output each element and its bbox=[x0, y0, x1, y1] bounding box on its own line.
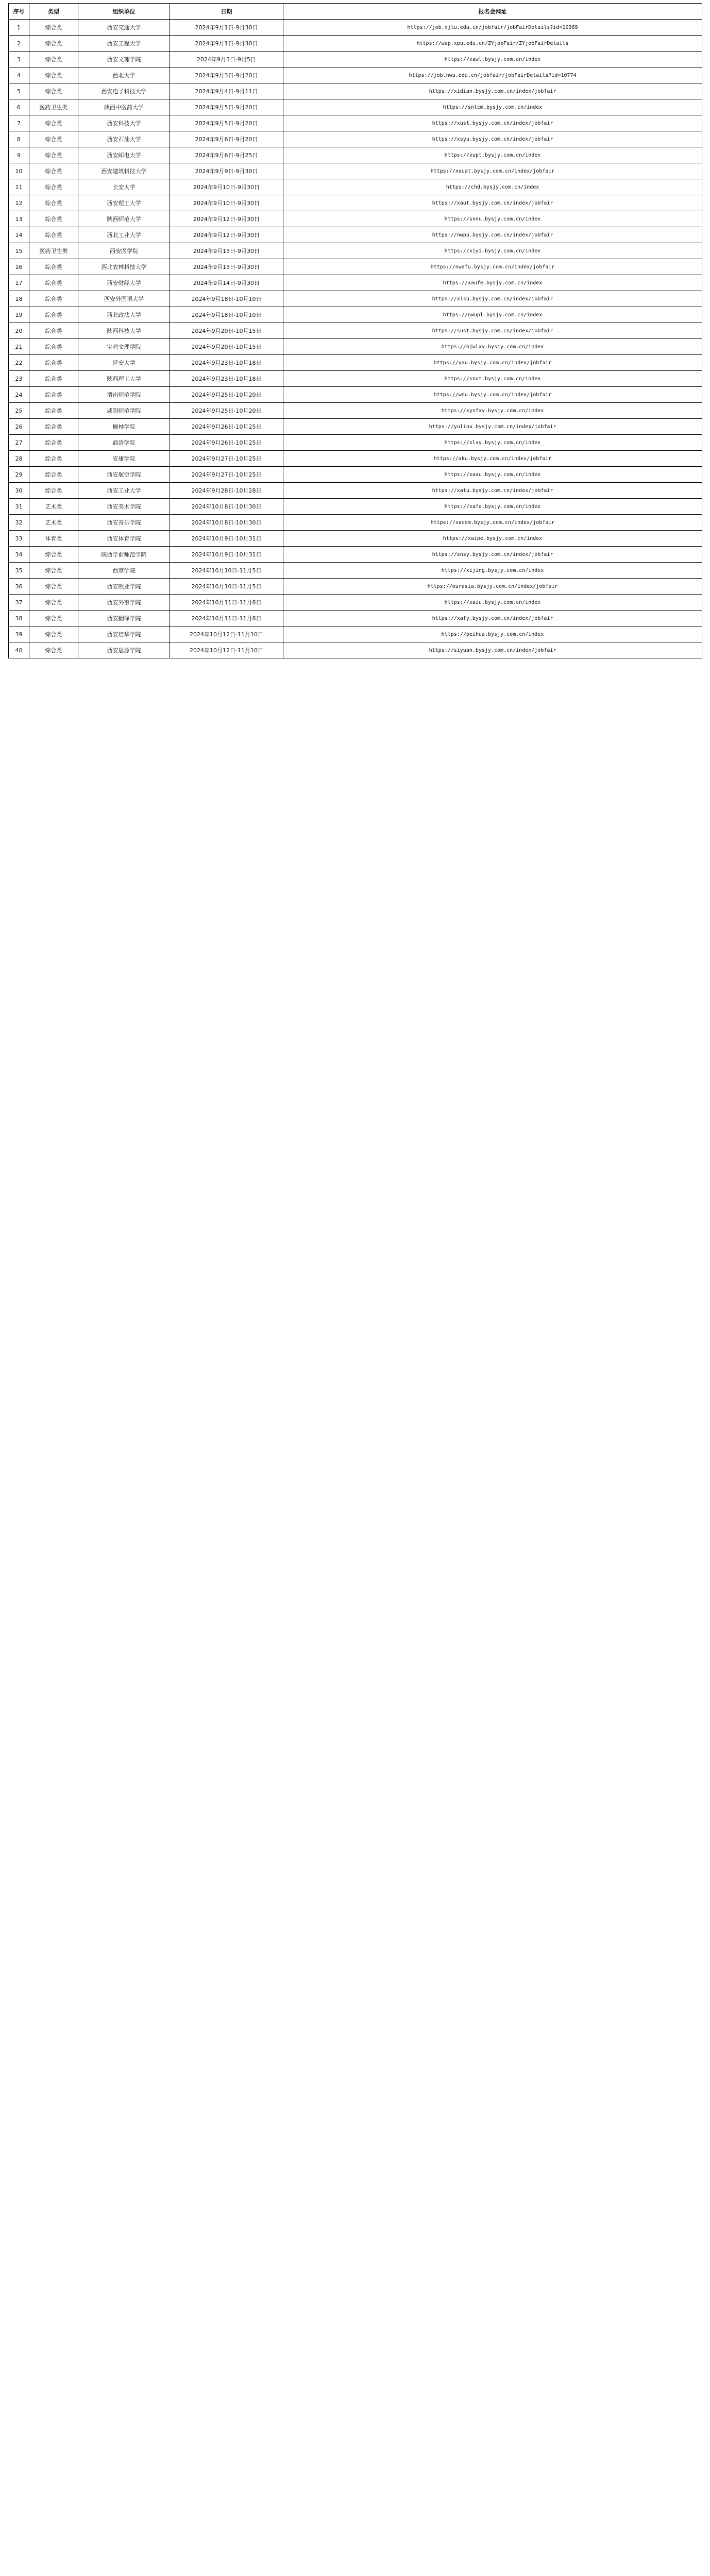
cell-no: 6 bbox=[9, 99, 29, 115]
table-row bbox=[9, 355, 702, 371]
cell-time: 2024年9月12日-9月30日 bbox=[170, 227, 283, 243]
cell-url[interactable]: https://xauat.bysjy.com.cn/index/jobfair bbox=[283, 163, 702, 179]
cell-url[interactable]: https://xijing.bysjy.com.cn/index bbox=[283, 563, 702, 579]
cell-time: 2024年9月20日-10月15日 bbox=[170, 339, 283, 355]
cell-time: 2024年9月28日-10月28日 bbox=[170, 483, 283, 499]
cell-url[interactable]: https://slxy.bysjy.com.cn/index bbox=[283, 435, 702, 451]
cell-org: 榆林学院 bbox=[78, 419, 170, 435]
table-row bbox=[9, 20, 702, 36]
cell-no: 33 bbox=[9, 531, 29, 547]
cell-time: 2024年9月14日-9月30日 bbox=[170, 275, 283, 291]
cell-no: 19 bbox=[9, 307, 29, 323]
cell-time: 2024年9月6日-9月20日 bbox=[170, 131, 283, 147]
cell-org: 陕西学前师范学院 bbox=[78, 547, 170, 563]
cell-url[interactable]: https://xsyu.bysjy.com.cn/index/jobfair bbox=[283, 131, 702, 147]
cell-time: 2024年9月9日-9月30日 bbox=[170, 163, 283, 179]
cell-time: 2024年9月18日-10月10日 bbox=[170, 291, 283, 307]
cell-org: 西安体育学院 bbox=[78, 531, 170, 547]
table-row bbox=[9, 259, 702, 275]
cell-no: 22 bbox=[9, 355, 29, 371]
cell-type: 综合类 bbox=[29, 435, 78, 451]
cell-time: 2024年9月13日-9月30日 bbox=[170, 243, 283, 259]
table-row bbox=[9, 99, 702, 115]
cell-no: 12 bbox=[9, 195, 29, 211]
cell-org: 西安交通大学 bbox=[78, 20, 170, 36]
cell-time: 2024年9月18日-10月10日 bbox=[170, 307, 283, 323]
table-row bbox=[9, 131, 702, 147]
cell-type: 综合类 bbox=[29, 611, 78, 626]
table-row bbox=[9, 563, 702, 579]
cell-org: 西安理工大学 bbox=[78, 195, 170, 211]
cell-no: 36 bbox=[9, 579, 29, 595]
cell-url[interactable]: https://xaiu.bysjy.com.cn/index bbox=[283, 595, 702, 611]
cell-no: 21 bbox=[9, 339, 29, 355]
cell-time: 2024年9月13日-9月30日 bbox=[170, 259, 283, 275]
cell-time: 2024年9月27日-10月25日 bbox=[170, 451, 283, 467]
cell-no: 8 bbox=[9, 131, 29, 147]
table-row bbox=[9, 52, 702, 67]
cell-url[interactable]: https://xatu.bysjy.com.cn/index/jobfair bbox=[283, 483, 702, 499]
cell-org: 西安石油大学 bbox=[78, 131, 170, 147]
cell-time: 2024年9月26日-10月25日 bbox=[170, 435, 283, 451]
table-row bbox=[9, 83, 702, 99]
cell-time: 2024年10月9日-10月31日 bbox=[170, 547, 283, 563]
cell-org: 西安音乐学院 bbox=[78, 515, 170, 531]
cell-org: 陕西师范大学 bbox=[78, 211, 170, 227]
cell-type: 综合类 bbox=[29, 547, 78, 563]
cell-time: 2024年9月5日-9月20日 bbox=[170, 115, 283, 131]
table-row bbox=[9, 371, 702, 387]
cell-url[interactable]: https://xupt.bysjy.com.cn/index bbox=[283, 147, 702, 163]
cell-no: 31 bbox=[9, 499, 29, 515]
cell-url[interactable]: https://yau.bysjy.com.cn/index/jobfair bbox=[283, 355, 702, 371]
table-row bbox=[9, 211, 702, 227]
cell-time: 2024年9月25日-10月20日 bbox=[170, 403, 283, 419]
cell-type: 综合类 bbox=[29, 275, 78, 291]
cell-url[interactable]: https://job.nwu.edu.cn/jobfair/jobFairDetails?id=10774 bbox=[283, 67, 702, 83]
cell-type: 综合类 bbox=[29, 595, 78, 611]
cell-url[interactable]: https://chd.bysjy.com.cn/index bbox=[283, 179, 702, 195]
cell-org: 西安建筑科技大学 bbox=[78, 163, 170, 179]
table-row bbox=[9, 547, 702, 563]
cell-no: 4 bbox=[9, 67, 29, 83]
cell-no: 29 bbox=[9, 467, 29, 483]
cell-type: 综合类 bbox=[29, 52, 78, 67]
cell-time: 2024年10月10日-11月5日 bbox=[170, 579, 283, 595]
cell-org: 陕西科技大学 bbox=[78, 323, 170, 339]
cell-url[interactable]: https://peihua.bysjy.com.cn/index bbox=[283, 626, 702, 642]
cell-time: 2024年10月12日-11月10日 bbox=[170, 642, 283, 658]
cell-type: 综合类 bbox=[29, 626, 78, 642]
table-row bbox=[9, 179, 702, 195]
cell-org: 西北政法大学 bbox=[78, 307, 170, 323]
table-row bbox=[9, 115, 702, 131]
cell-org: 西安财经大学 bbox=[78, 275, 170, 291]
cell-url[interactable]: https://siyuan.bysjy.com.cn/index/jobfair bbox=[283, 642, 702, 658]
cell-no: 38 bbox=[9, 611, 29, 626]
cell-no: 2 bbox=[9, 36, 29, 52]
cell-type: 综合类 bbox=[29, 211, 78, 227]
cell-org: 长安大学 bbox=[78, 179, 170, 195]
cell-type: 综合类 bbox=[29, 179, 78, 195]
cell-time: 2024年9月10日-9月30日 bbox=[170, 179, 283, 195]
cell-time: 2024年9月26日-10月25日 bbox=[170, 419, 283, 435]
cell-org: 西安电子科技大学 bbox=[78, 83, 170, 99]
cell-type: 综合类 bbox=[29, 387, 78, 403]
table-row bbox=[9, 323, 702, 339]
cell-time: 2024年9月6日-9月25日 bbox=[170, 147, 283, 163]
cell-url[interactable]: https://xaut.bysjy.com.cn/index/jobfair bbox=[283, 195, 702, 211]
table-row bbox=[9, 467, 702, 483]
table-row bbox=[9, 579, 702, 595]
header-no: 序号 bbox=[9, 4, 29, 20]
cell-no: 25 bbox=[9, 403, 29, 419]
cell-type: 综合类 bbox=[29, 36, 78, 52]
table-row bbox=[9, 611, 702, 626]
cell-no: 10 bbox=[9, 163, 29, 179]
cell-org: 西安美术学院 bbox=[78, 499, 170, 515]
cell-type: 艺术类 bbox=[29, 515, 78, 531]
cell-url[interactable]: https://sntcm.bysjy.com.cn/index bbox=[283, 99, 702, 115]
cell-url[interactable]: https://snut.bysjy.com.cn/index bbox=[283, 371, 702, 387]
cell-no: 24 bbox=[9, 387, 29, 403]
cell-org: 西安工程大学 bbox=[78, 36, 170, 52]
cell-type: 综合类 bbox=[29, 323, 78, 339]
header-row bbox=[9, 4, 702, 20]
cell-url[interactable]: https://xaau.bysjy.com.cn/index bbox=[283, 467, 702, 483]
cell-url[interactable]: https://nwpu.bysjy.com.cn/index/jobfair bbox=[283, 227, 702, 243]
cell-no: 3 bbox=[9, 52, 29, 67]
cell-url[interactable]: https://nwafu.bysjy.com.cn/index/jobfair bbox=[283, 259, 702, 275]
cell-type: 综合类 bbox=[29, 419, 78, 435]
table-row bbox=[9, 307, 702, 323]
cell-url[interactable]: https://xaipe.bysjy.com.cn/index bbox=[283, 531, 702, 547]
cell-org: 陕西理工大学 bbox=[78, 371, 170, 387]
cell-type: 综合类 bbox=[29, 371, 78, 387]
cell-type: 综合类 bbox=[29, 563, 78, 579]
cell-org: 西北工业大学 bbox=[78, 227, 170, 243]
header-type: 类型 bbox=[29, 4, 78, 20]
cell-org: 渭南师范学院 bbox=[78, 387, 170, 403]
cell-time: 2024年10月10日-11月5日 bbox=[170, 563, 283, 579]
cell-time: 2024年9月23日-10月18日 bbox=[170, 371, 283, 387]
cell-org: 安康学院 bbox=[78, 451, 170, 467]
cell-url[interactable]: https://wap.xpu.edu.cn/ZYjobFair/ZYjobFairDetails bbox=[283, 36, 702, 52]
table-row bbox=[9, 531, 702, 547]
table-row bbox=[9, 435, 702, 451]
cell-org: 西安翻译学院 bbox=[78, 611, 170, 626]
cell-org: 西安邮电大学 bbox=[78, 147, 170, 163]
cell-no: 23 bbox=[9, 371, 29, 387]
cell-time: 2024年10月11日-11月8日 bbox=[170, 611, 283, 626]
cell-no: 11 bbox=[9, 179, 29, 195]
cell-time: 2024年10月8日-10月30日 bbox=[170, 515, 283, 531]
cell-type: 综合类 bbox=[29, 67, 78, 83]
cell-url[interactable]: https://xafy.bysjy.com.cn/index/jobfair bbox=[283, 611, 702, 626]
cell-no: 13 bbox=[9, 211, 29, 227]
cell-org: 西安培华学院 bbox=[78, 626, 170, 642]
cell-no: 37 bbox=[9, 595, 29, 611]
cell-no: 40 bbox=[9, 642, 29, 658]
cell-time: 2024年9月10日-9月30日 bbox=[170, 195, 283, 211]
table-row bbox=[9, 387, 702, 403]
cell-org: 宝鸡文理学院 bbox=[78, 339, 170, 355]
cell-url[interactable]: https://snnu.bysjy.com.cn/index bbox=[283, 211, 702, 227]
cell-org: 延安大学 bbox=[78, 355, 170, 371]
cell-type: 艺术类 bbox=[29, 499, 78, 515]
cell-org: 商洛学院 bbox=[78, 435, 170, 451]
cell-time: 2024年9月3日-9月5日 bbox=[170, 52, 283, 67]
cell-no: 1 bbox=[9, 20, 29, 36]
cell-url[interactable]: https://xaufe.bysjy.com.cn/index bbox=[283, 275, 702, 291]
cell-type: 综合类 bbox=[29, 339, 78, 355]
cell-no: 7 bbox=[9, 115, 29, 131]
cell-url[interactable]: https://aku.bysjy.com.cn/index/jobfair bbox=[283, 451, 702, 467]
cell-no: 17 bbox=[9, 275, 29, 291]
cell-type: 综合类 bbox=[29, 131, 78, 147]
cell-no: 32 bbox=[9, 515, 29, 531]
cell-type: 综合类 bbox=[29, 451, 78, 467]
cell-no: 20 bbox=[9, 323, 29, 339]
table-row bbox=[9, 499, 702, 515]
cell-org: 西安工业大学 bbox=[78, 483, 170, 499]
table-row bbox=[9, 642, 702, 658]
cell-time: 2024年9月5日-9月20日 bbox=[170, 99, 283, 115]
cell-type: 医药卫生类 bbox=[29, 99, 78, 115]
cell-url[interactable]: https://xafa.bysjy.com.cn/index bbox=[283, 499, 702, 515]
table-row bbox=[9, 451, 702, 467]
table-row bbox=[9, 483, 702, 499]
cell-time: 2024年9月1日-9月30日 bbox=[170, 20, 283, 36]
cell-type: 综合类 bbox=[29, 403, 78, 419]
table-row bbox=[9, 291, 702, 307]
cell-org: 西安思源学院 bbox=[78, 642, 170, 658]
cell-type: 医药卫生类 bbox=[29, 243, 78, 259]
cell-org: 西北大学 bbox=[78, 67, 170, 83]
table-row bbox=[9, 515, 702, 531]
cell-org: 西安科技大学 bbox=[78, 115, 170, 131]
fair-schedule-table bbox=[8, 3, 702, 658]
cell-url[interactable]: https://wnu.bysjy.com.cn/index/jobfair bbox=[283, 387, 702, 403]
cell-url[interactable]: https://job.xjtu.edu.cn/jobfair/jobFairDetails?id=10369 bbox=[283, 20, 702, 36]
cell-no: 27 bbox=[9, 435, 29, 451]
cell-no: 9 bbox=[9, 147, 29, 163]
cell-url[interactable]: https://xidian.bysjy.com.cn/index/jobfair bbox=[283, 83, 702, 99]
cell-no: 35 bbox=[9, 563, 29, 579]
table-row bbox=[9, 243, 702, 259]
cell-url[interactable]: https://xiyi.bysjy.com.cn/index bbox=[283, 243, 702, 259]
cell-org: 西安外事学院 bbox=[78, 595, 170, 611]
cell-url[interactable]: https://yulinu.bysjy.com.cn/index/jobfair bbox=[283, 419, 702, 435]
cell-type: 综合类 bbox=[29, 227, 78, 243]
cell-org: 西安文理学院 bbox=[78, 52, 170, 67]
table-row bbox=[9, 163, 702, 179]
cell-no: 16 bbox=[9, 259, 29, 275]
cell-no: 26 bbox=[9, 419, 29, 435]
cell-type: 综合类 bbox=[29, 83, 78, 99]
table-row bbox=[9, 403, 702, 419]
cell-time: 2024年9月25日-10月20日 bbox=[170, 387, 283, 403]
cell-org: 西安外国语大学 bbox=[78, 291, 170, 307]
cell-no: 30 bbox=[9, 483, 29, 499]
table-row bbox=[9, 147, 702, 163]
cell-org: 陕西中医药大学 bbox=[78, 99, 170, 115]
cell-url[interactable]: https://snsy.bysjy.com.cn/index/jobfair bbox=[283, 547, 702, 563]
cell-time: 2024年10月11日-11月8日 bbox=[170, 595, 283, 611]
cell-org: 西安航空学院 bbox=[78, 467, 170, 483]
table-row bbox=[9, 419, 702, 435]
cell-type: 综合类 bbox=[29, 147, 78, 163]
cell-org: 西安医学院 bbox=[78, 243, 170, 259]
header-org: 组织单位 bbox=[78, 4, 170, 20]
cell-type: 综合类 bbox=[29, 579, 78, 595]
cell-type: 综合类 bbox=[29, 483, 78, 499]
table-row bbox=[9, 227, 702, 243]
cell-org: 西北农林科技大学 bbox=[78, 259, 170, 275]
cell-type: 综合类 bbox=[29, 259, 78, 275]
table-row bbox=[9, 595, 702, 611]
cell-type: 综合类 bbox=[29, 291, 78, 307]
cell-time: 2024年9月12日-9月30日 bbox=[170, 211, 283, 227]
cell-type: 综合类 bbox=[29, 355, 78, 371]
cell-url[interactable]: https://xust.bysjy.com.cn/index/jobfair bbox=[283, 115, 702, 131]
cell-time: 2024年9月27日-10月25日 bbox=[170, 467, 283, 483]
cell-no: 18 bbox=[9, 291, 29, 307]
cell-time: 2024年9月1日-9月30日 bbox=[170, 36, 283, 52]
table-row bbox=[9, 275, 702, 291]
table-row bbox=[9, 67, 702, 83]
cell-org: 咸阳师范学院 bbox=[78, 403, 170, 419]
cell-type: 综合类 bbox=[29, 115, 78, 131]
cell-url[interactable]: https://xacom.bysjy.com.cn/index/jobfair bbox=[283, 515, 702, 531]
cell-type: 综合类 bbox=[29, 163, 78, 179]
cell-type: 综合类 bbox=[29, 307, 78, 323]
cell-url[interactable]: https://eurasia.bysjy.com.cn/index/jobfair bbox=[283, 579, 702, 595]
cell-url[interactable]: https://xawl.bysjy.com.cn/index bbox=[283, 52, 702, 67]
cell-no: 39 bbox=[9, 626, 29, 642]
table-row bbox=[9, 36, 702, 52]
cell-time: 2024年9月20日-10月15日 bbox=[170, 323, 283, 339]
cell-org: 西安欧亚学院 bbox=[78, 579, 170, 595]
cell-type: 综合类 bbox=[29, 467, 78, 483]
cell-time: 2024年10月9日-10月31日 bbox=[170, 531, 283, 547]
table-row bbox=[9, 626, 702, 642]
cell-no: 14 bbox=[9, 227, 29, 243]
cell-url[interactable]: https://xisu.bysjy.com.cn/index/jobfair bbox=[283, 291, 702, 307]
cell-type: 综合类 bbox=[29, 20, 78, 36]
cell-time: 2024年9月4日-9月11日 bbox=[170, 83, 283, 99]
cell-time: 2024年10月8日-10月30日 bbox=[170, 499, 283, 515]
cell-time: 2024年9月23日-10月18日 bbox=[170, 355, 283, 371]
table-body bbox=[9, 20, 702, 658]
table-row bbox=[9, 339, 702, 355]
cell-no: 28 bbox=[9, 451, 29, 467]
header-time: 日期 bbox=[170, 4, 283, 20]
table-row bbox=[9, 195, 702, 211]
cell-time: 2024年10月12日-11月10日 bbox=[170, 626, 283, 642]
cell-org: 西京学院 bbox=[78, 563, 170, 579]
cell-url[interactable]: https://bjwlxy.bysjy.com.cn/index bbox=[283, 339, 702, 355]
cell-no: 15 bbox=[9, 243, 29, 259]
cell-no: 34 bbox=[9, 547, 29, 563]
cell-type: 综合类 bbox=[29, 195, 78, 211]
cell-url[interactable]: https://xysfxy.bysjy.com.cn/index bbox=[283, 403, 702, 419]
cell-type: 体育类 bbox=[29, 531, 78, 547]
cell-url[interactable]: https://sust.bysjy.com.cn/index/jobfair bbox=[283, 323, 702, 339]
cell-time: 2024年9月3日-9月20日 bbox=[170, 67, 283, 83]
cell-url[interactable]: https://nwupl.bysjy.com.cn/index bbox=[283, 307, 702, 323]
header-url: 报名会网址 bbox=[283, 4, 702, 20]
cell-type: 综合类 bbox=[29, 642, 78, 658]
cell-no: 5 bbox=[9, 83, 29, 99]
